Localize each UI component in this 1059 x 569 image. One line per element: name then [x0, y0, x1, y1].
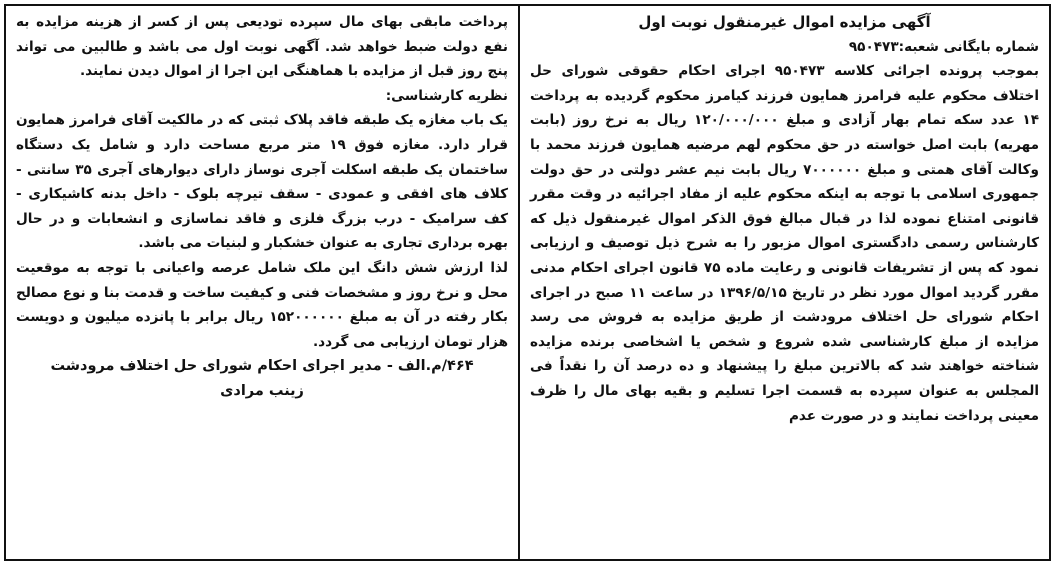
notice-title: آگهی مزایده اموال غیرمنقول نوبت اول [638, 13, 931, 31]
notice-body-left-2: یک باب مغازه یک طبقه فاقد پلاک ثبتی که در مالکیت آقای فرامرز همایون قرار دارد. مغازه فوق ۱۹ متر مربع مساحت دارد و شامل یک دستگاه ساختمان یک طبقه اسکلت آجری نوساز دارای دیوارهای آجری ۳۵ سانتی - کلاف های افقی و عمودی - سقف تیرچه بلوک - داخل بدنه کاشیکاری - کف سرامیک - درب بزرگ فلزی و فاقد نماسازی و انشعابات و در حال بهره برداری تجاری به عنوان خشکبار و لبنیات می باشد. [16, 112, 509, 252]
notice-frame [4, 4, 1051, 561]
notice-body-left-3: لذا ارزش شش دانگ این ملک شامل عرصه واعیانی با توجه به موقعیت محل و نرخ روز و مشخصات فنی و کیفیت ساخت و قدمت بنا و نوع مصالح بکار رفته در آن به مبلغ ۱۵۲۰۰۰۰۰۰ ریال برابر با پانزده میلیون و دویست هزار تومان ارزیابی می گردد. [16, 259, 509, 350]
notice-body-left-1: پرداخت مابقی بهای مال سپرده تودیعی پس از کسر از هزینه مزایده به نفع دولت ضبط خواهد شد. آگهی نوبت اول می باشد و طالبین می تواند پنج روز قبل از مزایده با هماهنگی این اجرا از اموال دیدن نمایند. [16, 14, 509, 80]
signature-name: زینب مرادی [220, 382, 304, 399]
expert-opinion-heading: نظریه کارشناسی: [385, 87, 509, 104]
archive-number: شماره بایگانی شعبه:۹۵۰۴۷۳ [848, 38, 1039, 55]
notice-left-column [6, 6, 518, 559]
notice-right-column [518, 6, 1049, 559]
notice-body-right: بموجب پرونده اجرائی کلاسه ۹۵۰۴۷۳ اجرای احکام حقوقی شورای حل اختلاف محکوم علیه فرامرز همایون فرزند کیامرز محکوم گردیده به پرداخت ۱۴ عدد سکه تمام بهار آزادی و مبلغ ۱۲۰/۰۰۰/۰۰۰ ریال به نرخ روز (بابت مهریه) بابت اصل خواسته در حق محکوم لهم مرضیه همایون فرزند محمد با وکالت آقای همتی و مبلغ ۷۰۰۰۰۰۰ ریال بابت نیم عشر دولتی در حق دولت جمهوری اسلامی با توجه به اینکه محکوم علیه از مفاد اجرائیه در وقت مقرر قانونی امتناع نموده لذا در قبال مبالغ فوق الذکر اموال غیرمنقول ذیل که کارشناس رسمی دادگستری اموال مزبور را به شرح ذیل توصیف و ارزیابی نمود که پس از تشریفات قانونی و رعایت ماده ۷۵ قانون اجرای احکام مدنی مقرر گردید اموال مورد نظر در تاریخ ۱۳۹۶/۵/۱۵ در ساعت ۱۱ صبح در اجرای احکام شورای حل اختلاف مرودشت از طریق مزایده به فروش می رسد مزایده از مبلغ کارشناسی شده شروع و شخص یا اشخاصی برنده مزایده شناخته خواهند شد که بالاترین مبلغ را پیشنهاد و ده درصد آن را نقداً فی المجلس به عنوان سپرده به قسمت اجرا تسلیم و بقیه بهای مال را ظرف معینی پرداخت نمایند و در صورت عدم [530, 63, 1039, 424]
signature-title: ۴۶۴/م.الف - مدیر اجرای احکام شورای حل اختلاف مرودشت [50, 358, 474, 375]
